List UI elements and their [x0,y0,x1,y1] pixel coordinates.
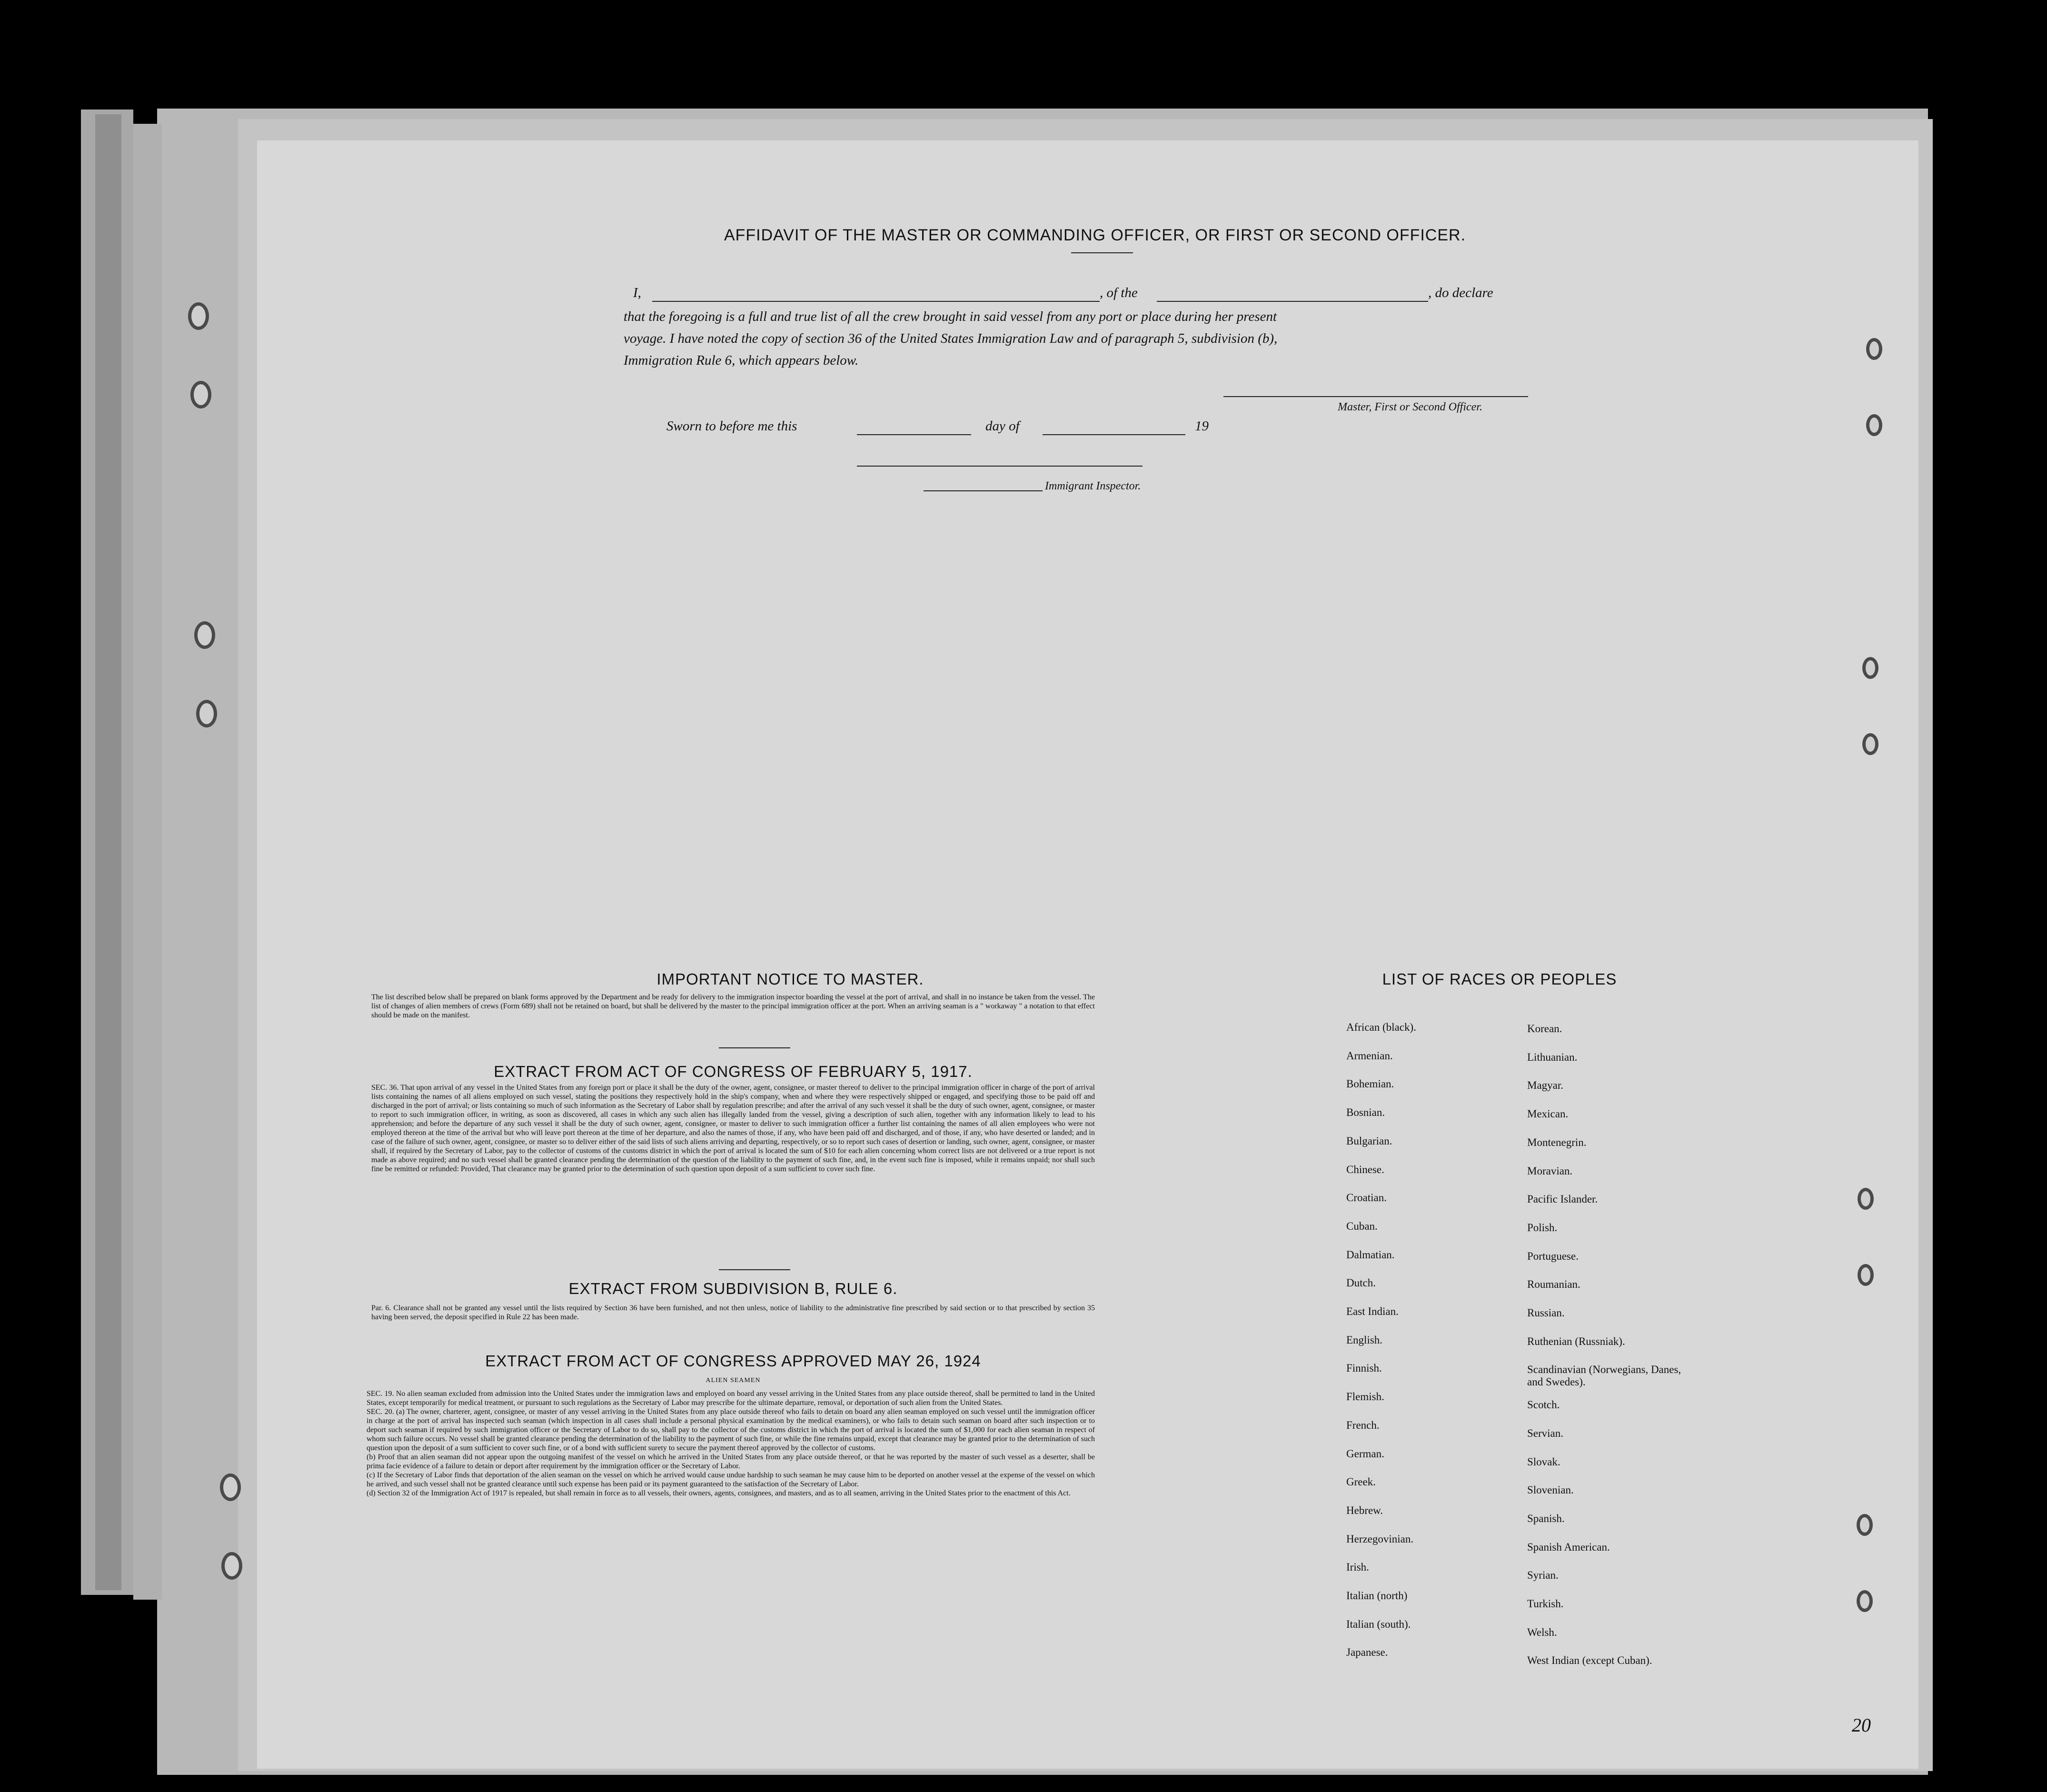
extract1924-body [367,1389,1095,1498]
vessel-blank [1157,301,1428,302]
race-item: Montenegrin. [1527,1136,1587,1148]
page-number: 20 [1852,1714,1871,1736]
rule6-title: EXTRACT FROM SUBDIVISION B, RULE 6. [568,1280,898,1297]
punch-hole-icon [1858,1264,1874,1286]
race-item: Japanese. [1346,1646,1388,1659]
race-item: Russian. [1527,1307,1565,1319]
extract1924-title: EXTRACT FROM ACT OF CONGRESS APPROVED MAY 26, 1924 [485,1352,981,1370]
race-item: Italian (north) [1346,1590,1408,1602]
notice-body: The list described below shall be prepared on blank forms approved by the Department and be ready for delivery to the immigration inspector boarding the vessel at the port of arrival, and shall in no instance be taken from the vessel. The list of changes of alien members of crews (Form 689) shall not be retained on board, but shall be delivered by the master to the principal immigration officer at the port. When an arriving seaman is a " workaway " a notation to that effect should be made on the manifest. [371,993,1095,1019]
punch-hole-icon [1858,1188,1874,1210]
extract1917-title: EXTRACT FROM ACT OF CONGRESS OF FEBRUARY 5, 1917. [494,1063,973,1080]
race-item: Finnish. [1346,1362,1382,1374]
race-item: East Indian. [1346,1305,1399,1317]
master-signature-line [1223,396,1528,397]
notice-divider [719,1047,790,1048]
race-item: Servian. [1527,1427,1564,1439]
race-item: Greek. [1346,1476,1376,1488]
race-item: Portuguese. [1527,1250,1579,1262]
punch-hole-icon [196,700,217,727]
sec20a-paragraph: SEC. 20. (a) The owner, charterer, agent, consignee, or master of any vessel arriving in the United States from any place outside thereof who fails to detain on board any alien seaman employed on such vessel until the immigration officer in charge at the port of arrival has inspected such seaman (which inspection in all cases shall include a personal physical examination by the medical examiners), or who fails to detain such seaman on board after such inspection or to deport such seaman if required by such immigration officer or the Secretary of Labor to do so, shall pay to the collector of the customs district in which the port of arrival is located the sum of $1,000 for each alien seaman in respect of whom such failure occurs. No vessel shall be granted clearance pending the determination of the liability to the payment of such fine, or while the fine remains unpaid, except that clearance may be granted prior to the determination of such question upon the deposit of a sum sufficient to cover such fine, or of a bond with sufficient surety to secure the payment thereof approved by the collector of customs. [367,1408,1095,1452]
race-item: Armenian. [1346,1049,1393,1062]
race-item: Spanish. [1527,1512,1565,1524]
punch-hole-icon [194,621,215,649]
sworn-month-blank [1043,434,1185,435]
race-item: Cuban. [1346,1220,1378,1232]
punch-hole-icon [1866,338,1882,360]
race-item: West Indian (except Cuban). [1527,1654,1652,1667]
race-item: Scandinavian (Norwegians, Danes, and Swedes). [1527,1364,1681,1388]
sec20c-paragraph: (c) If the Secretary of Labor finds that deportation of the alien seaman on the vessel on which he arrived would cause undue hardship to such seaman he may cause him to be deported on another vessel at the expense of the vessel on which he arrived, and such vessel shall not be granted clearance until such expense has been paid or its payment guaranteed to the satisfaction of the Secretary of Labor. [367,1471,1095,1488]
race-item: French. [1346,1419,1380,1431]
inspector-signature-line [924,490,1043,491]
i-label: I, [633,285,641,300]
race-item: Dutch. [1346,1277,1376,1289]
inspector-label: Immigrant Inspector. [1045,480,1141,492]
punch-hole-icon [190,381,211,408]
race-item: Italian (south). [1346,1618,1411,1630]
notice-title: IMPORTANT NOTICE TO MASTER. [656,970,924,988]
left-tab-top [133,124,162,1600]
race-item: Moravian. [1527,1165,1573,1177]
day-of-label: day of [985,418,1020,434]
punch-hole-icon [220,1473,241,1501]
sworn-day-blank [857,434,971,435]
binder-strip-edge [95,114,121,1590]
race-item: Turkish. [1527,1598,1564,1610]
of-the-label: , of the [1100,285,1138,300]
sec20b-paragraph: (b) Proof that an alien seaman did not appear upon the outgoing manifest of the vessel on which he arrived in the United States from any place outside thereof, or that he was reported by the master of such vessel as a deserter, shall be prima facie evidence of a failure to detain or deport after requirement by the immigration officer or the Secretary of Labor. [367,1453,1095,1470]
extract1917-divider [719,1269,790,1270]
punch-hole-icon [1862,733,1878,755]
race-item: Chinese. [1346,1163,1384,1175]
master-signature-label: Master, First or Second Officer. [1338,401,1482,413]
race-item: Pacific Islander. [1527,1193,1598,1205]
affidavit-title: AFFIDAVIT OF THE MASTER OR COMMANDING OFFICER, OR FIRST OR SECOND OFFICER. [724,226,1466,244]
punch-hole-icon [1866,414,1882,436]
sec19-paragraph: SEC. 19. No alien seaman excluded from admission into the United States under the immigration laws and employed on board any vessel arriving in the United States from any place outside thereof, shall be permitted to land in the United States, except temporarily for medical treatment, or pursuant to such regulations as the Secretary of Labor may prescribe for the ultimate departure, removal, or deportation of such alien from the United States. [367,1390,1095,1407]
race-item: Flemish. [1346,1391,1384,1403]
race-item: Bosnian. [1346,1106,1385,1119]
affidavit-line3: voyage. I have noted the copy of section 36 of the United States Immigration Law and of paragraph 5, subdivision (b), [624,331,1278,346]
races-title: LIST OF RACES OR PEOPLES [1382,970,1617,988]
race-item: Korean. [1527,1023,1562,1035]
extract1917-body: SEC. 36. That upon arrival of any vessel in the United States from any foreign port or place it shall be the duty of the owner, agent, consignee, or master thereof to deliver to the principal immigration officer in charge of the port of arrival lists containing the names of all aliens employed on such vessel, stating the positions they respectively hold in the ship's company, when and where they were respectively shipped or engaged, and specifying those to be paid off and discharged in the port of arrival; or lists containing so much of such information as the Secretary of Labor shall by regulation prescribe; and after the arrival of any such vessel it shall be the duty of such owner, agent, consignee, or master to report to such immigration officer, in writing, as soon as discovered, all cases in which any such alien has illegally landed from the vessel, giving a description of such alien, together with any information likely to lead to his apprehension; and before the departure of any such vessel it shall be the duty of such owner, agent, consignee, or master to deliver to such immigration officer a further list containing the names of all alien employees who were not employed thereon at the time of the arrival but who will leave port thereon at the time of her departure, and also the names of those, if any, who have been paid off and discharged, and of those, if any, who have deserted or landed; and in case of the failure of such owner, agent, consignee, or master so to deliver either of the said lists of such aliens arriving and departing, respectively, or so to report such cases of desertion or landing, such owner, agent, consignee, or master shall, if required by the Secretary of Labor, pay to the collector of customs of the customs district in which the port of arrival is located the sum of $10 for each alien concerning whom correct lists are not delivered or a true report is not made as above required; and no such vessel shall be granted clearance pending the determination of the question of the liability to the payment of such fine, and, in the event such fine is imposed, while it remains unpaid; nor shall such fine be remitted or refunded: Provided, That clearance may be granted prior to the determination of such question upon deposit of a sum sufficient to cover such fine. [371,1084,1095,1173]
race-item: English. [1346,1334,1383,1346]
race-item: Mexican. [1527,1108,1569,1120]
punch-hole-icon [221,1552,242,1580]
race-item: Syrian. [1527,1569,1559,1582]
race-item: Polish. [1527,1221,1558,1234]
race-item: Slovenian. [1527,1484,1574,1496]
punch-hole-icon [188,302,209,330]
title-divider [1071,252,1133,253]
punch-hole-icon [1857,1590,1873,1612]
affidavit-line2: that the foregoing is a full and true list of all the crew brought in said vessel from any port or place during her present [624,309,1277,324]
year-label: 19 [1195,418,1209,434]
name-blank [652,301,1100,302]
race-item: Welsh. [1527,1626,1557,1638]
race-item: German. [1346,1447,1384,1460]
race-item: Hebrew. [1346,1504,1383,1516]
punch-hole-icon [1862,657,1878,679]
sworn-label: Sworn to before me this [666,418,797,434]
race-item: Scotch. [1527,1399,1560,1411]
race-item: Bulgarian. [1346,1135,1392,1147]
punch-hole-icon [1857,1514,1873,1536]
race-item: African (black). [1346,1021,1416,1033]
race-item: Spanish American. [1527,1541,1610,1553]
inspector-upper-line [857,466,1143,467]
race-item: Slovak. [1527,1455,1560,1468]
extract1924-subtitle: ALIEN SEAMEN [706,1377,761,1384]
race-item: Herzegovinian. [1346,1533,1414,1545]
race-item: Magyar. [1527,1079,1564,1092]
do-declare-label: , do declare [1428,285,1493,300]
race-item: Lithuanian. [1527,1051,1578,1063]
race-item: Ruthenian (Russniak). [1527,1335,1625,1347]
rule6-body: Par. 6. Clearance shall not be granted any vessel until the lists required by Section 36 have been furnished, and not then unless, notice of liability to the administrative fine prescribed by said section or to that prescribed by section 35 having been served, the deposit specified in Rule 22 has been made. [371,1304,1095,1321]
affidavit-line4: Immigration Rule 6, which appears below. [624,353,859,368]
sec20d-paragraph: (d) Section 32 of the Immigration Act of 1917 is repealed, but shall remain in force as to all vessels, their owners, agents, consignees, and masters, and as to all seamen, arriving in the United States prior to the enactment of this Act. [367,1489,1071,1497]
document-page [257,140,1918,1769]
race-item: Irish. [1346,1561,1369,1573]
race-item: Roumanian. [1527,1278,1580,1291]
race-item: Croatian. [1346,1192,1387,1204]
race-item: Bohemian. [1346,1078,1394,1090]
race-item: Dalmatian. [1346,1248,1395,1261]
